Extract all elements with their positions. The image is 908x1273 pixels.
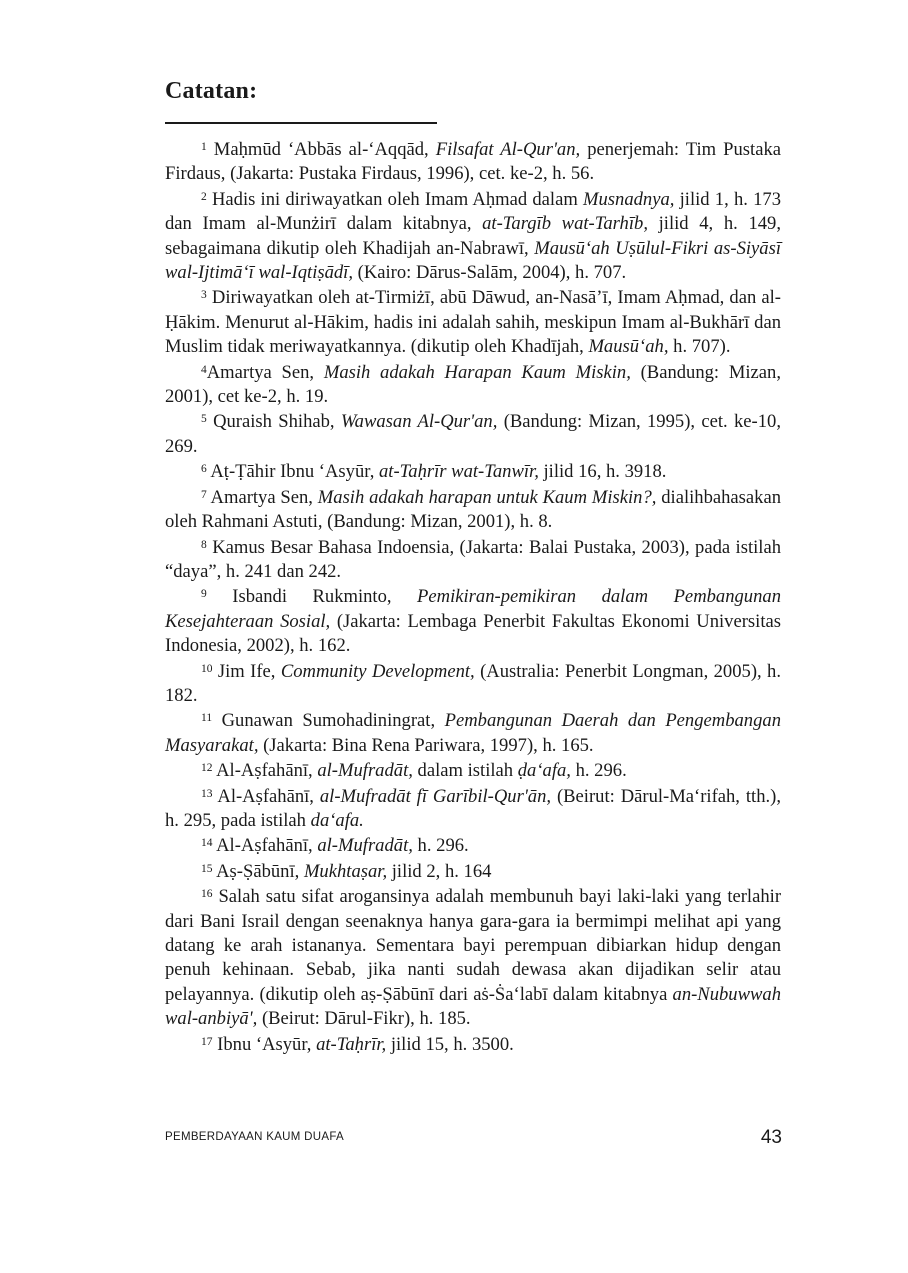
- term: da‘afa.: [310, 809, 364, 831]
- footnote-text: Al-Aṣfahānī,: [216, 760, 318, 782]
- footnote-text: Amartya Sen,: [210, 486, 318, 508]
- footnote-number: 11: [201, 712, 213, 725]
- footnote-text: h. 296.: [412, 835, 469, 857]
- running-footer: PEMBERDAYAAN KAUM DUAFA: [165, 1131, 345, 1143]
- work-title: at-Taḥrīr wat-Tanwīr,: [379, 461, 539, 483]
- footnote-text: (Beirut: Dārul-Fikr), h. 185.: [257, 1008, 471, 1030]
- footnote-text: (Bandung: Mizan, 1995), cet. ke-10, 269.: [165, 411, 781, 457]
- footnote-number: 13: [201, 787, 213, 800]
- footnote-text: penerjemah: Tim Pustaka Firdaus, (Jakarta: Pustaka Firdaus, 1996), cet. ke-2, h. 56.: [165, 139, 781, 185]
- footnote-text: (Jakarta: Lembaga Penerbit Fakultas Ekonomi Universitas Indonesia, 2002), h. 162.: [165, 610, 781, 657]
- work-title: an-Nubuwwah wal-anbiyā',: [165, 983, 781, 1030]
- footnote-number: 15: [201, 862, 213, 875]
- footnote-number: 1: [201, 141, 207, 153]
- footnote-text: jilid 4, h. 149, sebagaimana dikutip oleh Khadijah an-Nabrawī,: [165, 213, 781, 259]
- footnote-number: 4: [201, 363, 207, 376]
- footnote-text: Gunawan Sumohadiningrat,: [221, 710, 445, 732]
- footnote-number: 8: [201, 538, 207, 551]
- work-title: Pembangunan Daerah dan Pengembangan Masyarakat,: [165, 710, 781, 756]
- footnote-text: jilid 16, h. 3918.: [538, 461, 667, 483]
- footnote-number: 9: [201, 588, 207, 601]
- footnote-text: (Australia: Penerbit Longman, 2005), h. 182.: [165, 660, 781, 706]
- footnote-13: [165, 785, 781, 834]
- footnote-8: [165, 536, 781, 585]
- footnote-text: Amartya Sen,: [206, 361, 324, 383]
- footnote-number: 17: [201, 1035, 213, 1048]
- footnote-text: (Kairo: Dārus-Salām, 2004), h. 707.: [353, 262, 627, 284]
- footnote-6: [165, 460, 781, 484]
- footnote-number: 2: [201, 190, 207, 203]
- work-title: at-Taḥrīr,: [316, 1033, 387, 1055]
- footnote-text: Maḥmūd ‘Abbās al-‘Aqqād,: [213, 139, 436, 160]
- footnote-text: dialihbahasakan oleh Rahmani Astuti, (Bandung: Mizan, 2001), h. 8.: [165, 486, 782, 533]
- footnote-17: [165, 1033, 781, 1057]
- footnote-text: Aṣ-Ṣābūnī,: [216, 860, 304, 882]
- footnote-7: [165, 486, 781, 535]
- footnote-number: 10: [201, 662, 213, 675]
- footnote-text: Diriwayatkan oleh at-Tirmiżī, abū Dāwud, an-Nasā’ī, Imam Aḥmad, dan al-Ḥākim. Menurut al-Hākim, hadis ini adalah sahih, meskipun Imam al-Bukhārī dan Muslim tidak meriwayatkannya. (dikutip oleh Khadījah,: [165, 287, 781, 358]
- footnote-4: [165, 361, 781, 410]
- footnote-text: Kamus Besar Bahasa Indoensia, (Jakarta: Balai Pustaka, 2003), pada istilah “daya”, h. 241 dan 242.: [165, 536, 781, 582]
- work-title: Wawasan Al-Qur'an,: [340, 411, 498, 433]
- footnote-text: jilid 2, h. 164: [387, 860, 492, 882]
- footnote-text: Al-Aṣfahānī,: [217, 785, 320, 807]
- footnote-text: (Beirut: Dārul-Ma‘rifah, tth.), h. 295, pada istilah: [165, 785, 781, 831]
- footnote-text: Al-Aṣfahānī,: [216, 835, 318, 857]
- footnote-text: Jim Ife,: [217, 660, 281, 682]
- footnote-text: Salah satu sifat arogansinya adalah membunuh bayi laki-laki yang terlahir dari Bani Israil dengan seenaknya hanya gara-gara ia bermimpi melihat api yang datang ke arah istananya. Sementara bayi perempuan dibiarkan hidup dengan penuh kehinaan. Sebab, jika nanti sudah dewasa akan dijadikan selir atau pelayannya. (dikutip oleh aṣ-Ṣābūnī dari aṡ-Ṡa‘labī dalam kitabnya: [165, 886, 782, 1005]
- work-title: al-Mufradāt fī Garībil-Qur'ān,: [319, 785, 552, 807]
- footnote-14: [165, 834, 781, 858]
- work-title: Community Development,: [280, 660, 475, 682]
- footnote-number: 16: [201, 888, 213, 901]
- footnote-text: Hadis ini diriwayatkan oleh Imam Aḥmad dalam: [211, 188, 584, 210]
- work-title: Pemikiran-pemikiran dalam Pembangunan Kesejahteraan Sosial,: [165, 586, 781, 632]
- footnote-text: Isbandi Rukminto,: [232, 586, 418, 608]
- work-title: Masih adakah harapan untuk Kaum Miskin?,: [317, 486, 657, 508]
- footnote-text: Ibnu ‘Asyūr,: [217, 1033, 317, 1055]
- work-title: Musnadnya,: [583, 188, 675, 210]
- footnote-text: jilid 1, h. 173 dan Imam al-Munżirī dalam kitabnya,: [165, 188, 782, 235]
- work-title: Mukhtaṣar,: [303, 860, 388, 882]
- footnote-12: [165, 759, 781, 783]
- work-title: Mausū‘ah,: [588, 336, 669, 358]
- footnote-number: 5: [201, 413, 207, 426]
- footnote-10: [165, 660, 781, 709]
- footnote-2: [165, 188, 781, 286]
- footnote-11: [165, 709, 781, 758]
- footnote-text: jilid 15, h. 3500.: [386, 1033, 514, 1055]
- footnote-text: dalam istilah: [412, 760, 518, 782]
- footnote-number: 12: [201, 762, 213, 775]
- footnote-3: [165, 286, 781, 359]
- page-number: 43: [760, 1127, 782, 1148]
- footnote-15: [165, 860, 781, 884]
- footnotes-list: [165, 138, 781, 1058]
- footnote-text: Aṭ-Ṭāhir Ibnu ‘Asyūr,: [210, 461, 379, 483]
- footnote-separator: [165, 122, 437, 124]
- footnote-text: h. 296.: [570, 760, 627, 782]
- work-title: at-Targīb wat-Tarhīb,: [482, 213, 648, 235]
- footnote-number: 6: [201, 463, 207, 476]
- footnote-16: [165, 885, 781, 1031]
- footnote-text: Quraish Shihab,: [213, 411, 341, 433]
- work-title: Masih adakah Harapan Kaum Miskin,: [323, 361, 631, 383]
- page-title: Catatan:: [165, 78, 258, 104]
- work-title: al-Mufradāt,: [317, 835, 413, 857]
- footnote-text: (Bandung: Mizan, 2001), cet ke-2, h. 19.: [165, 361, 781, 408]
- footnote-5: [165, 410, 781, 459]
- work-title: Mausū‘ah Uṣūlul-Fikri as-Siyāsī wal-Ijtimā‘ī wal-Iqtiṣādī,: [165, 237, 781, 284]
- footnote-number: 14: [201, 837, 213, 850]
- footnote-text: h. 707).: [668, 336, 731, 358]
- footnote-1: [165, 138, 781, 187]
- footnote-number: 7: [201, 488, 207, 501]
- term: ḍa‘afa,: [517, 760, 571, 782]
- footnote-text: (Jakarta: Bina Rena Pariwara, 1997), h. 165.: [258, 734, 594, 756]
- work-title: al-Mufradāt,: [317, 760, 413, 782]
- work-title: Filsafat Al-Qur'an,: [435, 139, 581, 160]
- footnote-number: 3: [201, 289, 207, 302]
- footnote-9: [165, 585, 781, 658]
